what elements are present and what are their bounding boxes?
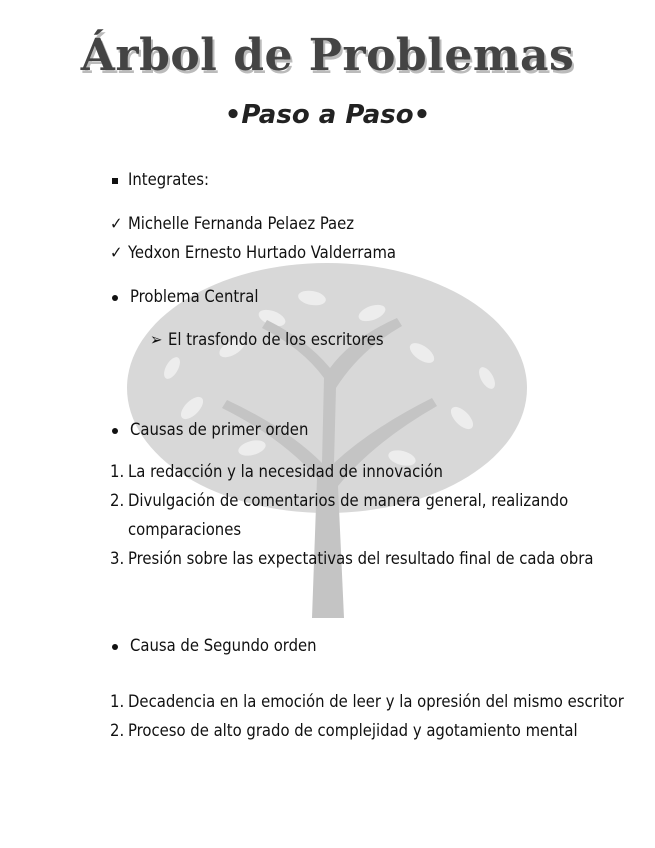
- first-order-item-cont: [128, 520, 241, 539]
- central-heading: Problema Central: [130, 287, 259, 306]
- bullet-icon: [112, 644, 118, 650]
- first-order-item: [110, 462, 443, 481]
- bullet-icon: [112, 428, 118, 434]
- item-text: Proceso de alto grado de complejidad y agotamiento mental: [128, 721, 578, 740]
- first-order-heading-row: [112, 420, 308, 439]
- member-name: Yedxon Ernesto Hurtado Valderrama: [128, 243, 397, 262]
- member-name: Michelle Fernanda Pelaez Paez: [128, 214, 355, 233]
- item-text-cont: comparaciones: [128, 520, 242, 539]
- central-item: [150, 330, 384, 349]
- item-number: 3.: [110, 549, 125, 568]
- item-text: Divulgación de comentarios de manera general, realizando: [128, 491, 569, 510]
- item-number: 2.: [110, 491, 125, 510]
- second-order-heading: Causa de Segundo orden: [130, 636, 317, 655]
- first-order-item: [110, 491, 568, 510]
- item-number: 2.: [110, 721, 125, 740]
- square-bullet-icon: [112, 178, 118, 184]
- first-order-item: [110, 549, 593, 568]
- members-heading-row: [112, 170, 209, 189]
- item-number: 1.: [110, 692, 125, 711]
- bullet-icon: [112, 295, 118, 301]
- first-order-heading: Causas de primer orden: [130, 420, 309, 439]
- item-number: 1.: [110, 462, 125, 481]
- page-subtitle: •Paso a Paso•: [224, 100, 431, 130]
- members-heading: Integrates:: [128, 170, 210, 189]
- item-text: La redacción y la necesidad de innovación: [128, 462, 443, 481]
- checkmark-icon: ✓: [110, 214, 123, 233]
- central-heading-row: [112, 287, 259, 306]
- arrow-bullet-icon: ➢: [150, 330, 163, 349]
- central-item-text: El trasfondo de los escritores: [168, 330, 384, 349]
- item-text: Presión sobre las expectativas del resultado final de cada obra: [128, 549, 594, 568]
- second-order-item: [110, 721, 578, 740]
- second-order-heading-row: [112, 636, 317, 655]
- item-text: Decadencia en la emoción de leer y la opresión del mismo escritor: [128, 692, 624, 711]
- checkmark-icon: ✓: [110, 243, 123, 262]
- member-item: [110, 214, 354, 233]
- page-title: Árbol de Problemas: [80, 30, 575, 81]
- member-item: [110, 243, 396, 262]
- second-order-item: [110, 692, 624, 711]
